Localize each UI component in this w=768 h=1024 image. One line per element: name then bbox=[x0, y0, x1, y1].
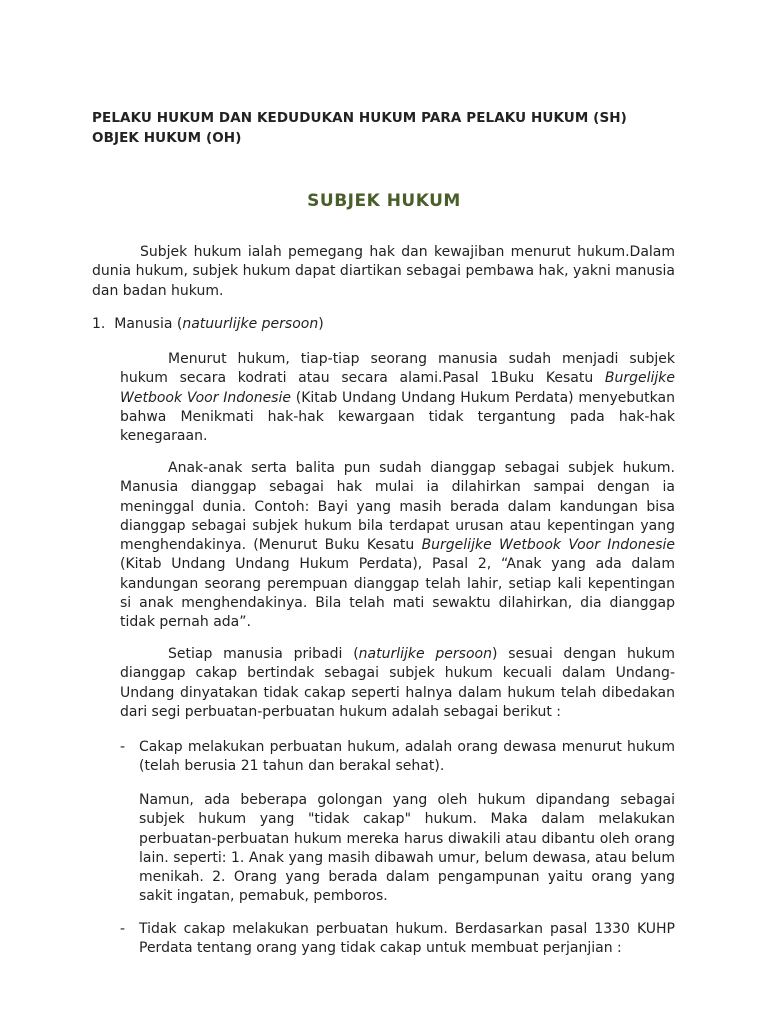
header-line-1: PELAKU HUKUM DAN KEDUDUKAN HUKUM PARA PELAKU HUKUM (SH) bbox=[92, 110, 627, 126]
p2-text-b: (Kitab Undang Undang Hukum Perdata), Pasal 2, “Anak yang ada dalam kandungan seorang perempuan dianggap telah lahir, setiap kali kepentingan si anak menghendakinya. Bila telah mati sewaktu dilahirkan, dia dianggap tidak pernah ada”. bbox=[120, 556, 675, 631]
list-label-prefix: Manusia ( bbox=[114, 316, 183, 332]
document-header bbox=[92, 108, 692, 148]
bullet-cakap-note: Namun, ada beberapa golongan yang oleh hukum dipandang sebagai subjek hukum yang "tidak cakap" hukum. Maka dalam melakukan perbuatan-perbuatan hukum mereka harus diwakili atau dibantu oleh orang lain. seperti: 1. Anak yang masih dibawah umur, belum dewasa, atau belum menikah. 2. Orang yang berada dalam pengampunan yaitu orang yang sakit ingatan, pemabuk, pemboros. bbox=[139, 792, 675, 905]
p3-italic: naturlijke persoon bbox=[358, 646, 492, 662]
list-label-italic: natuurlijke persoon bbox=[182, 316, 319, 332]
p2-text-a: Anak-anak serta balita pun sudah dianggap sebagai subjek hukum. Manusia dianggap sebagai hak mulai ia dilahirkan sampai dengan ia meninggal dunia. Contoh: Bayi yang masih berada dalam kandungan bisa dianggap sebagai subjek hukum bila terdapat urusan atau kepentingan yang menghendakinya. (Menurut Buku Kesatu bbox=[120, 460, 675, 554]
list-label-suffix: ) bbox=[318, 316, 324, 332]
paragraph-setiap-manusia bbox=[120, 645, 675, 722]
p1-text-b: (Kitab Undang Undang Hukum Perdata) menyebutkan bahwa Menikmati hak-hak kewargaan tidak tergantung pada hak-hak kenegaraan. bbox=[120, 389, 675, 445]
intro-paragraph: Subjek hukum ialah pemegang hak dan kewajiban menurut hukum.Dalam dunia hukum, subjek hukum dapat diartikan sebagai pembawa hak, yakni manusia dan badan hukum. bbox=[92, 244, 675, 299]
bullet-marker-1: - bbox=[120, 739, 126, 755]
bullet-cakap: Cakap melakukan perbuatan hukum, adalah orang dewasa menurut hukum (telah berusia 21 tahun dan berakal sehat). bbox=[139, 739, 675, 775]
paragraph-menurut-hukum bbox=[120, 350, 675, 446]
paragraph-anak-anak bbox=[120, 459, 675, 633]
p3-text-a: Setiap manusia pribadi ( bbox=[168, 646, 359, 662]
p3-text-b: ) sesuai dengan hukum dianggap cakap bertindak sebagai subjek hukum kecuali dalam Undang-Undang dinyatakan tidak cakap seperti halnya dalam hukum telah dibedakan dari segi perbuatan-perbuatan hukum adalah sebagai berikut : bbox=[120, 646, 675, 720]
p1-italic: Burgelijke Wetbook Voor Indonesie bbox=[120, 370, 675, 406]
p2-italic: Burgelijke Wetbook Voor Indonesie bbox=[421, 537, 675, 554]
header-line-2: OBJEK HUKUM (OH) bbox=[92, 130, 242, 146]
bullet-marker-2: - bbox=[120, 921, 126, 937]
list-number: 1. bbox=[92, 316, 106, 332]
section-title: SUBJEK HUKUM bbox=[307, 191, 461, 211]
bullet-tidak-cakap: Tidak cakap melakukan perbuatan hukum. Berdasarkan pasal 1330 KUHP Perdata tentang orang yang tidak cakap untuk membuat perjanjian : bbox=[139, 921, 675, 957]
list-item-manusia bbox=[92, 315, 324, 334]
p1-text-a: Menurut hukum, tiap-tiap seorang manusia sudah menjadi subjek hukum secara kodrati atau secara alami.Pasal 1Buku Kesatu bbox=[120, 351, 675, 387]
